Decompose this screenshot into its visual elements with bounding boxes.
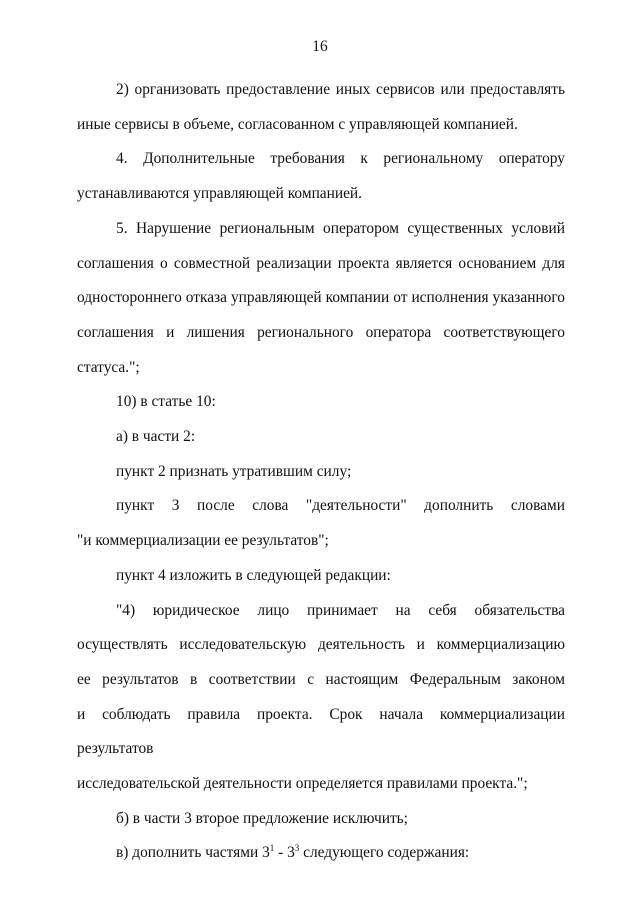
paragraph-part-3 [77,802,565,837]
text-line: и соблюдать правила проекта. Срок начала коммерциализации результатов [77,705,565,758]
paragraph-item-3 [77,489,565,558]
paragraph-additional-requirements [77,142,565,211]
text-line [77,836,565,871]
text-line: "и коммерциализации ее результатов"; [77,532,329,550]
text-line: 5. Нарушение региональным оператором существенных условий [116,219,565,237]
text-line: пункт 4 изложить в следующей редакции: [116,566,391,584]
page-number: 16 [312,38,328,55]
text-line: а) в части 2: [116,428,196,446]
paragraph-item-4-text [77,594,565,802]
text-line: ее результатов в соответствии с настоящим Федеральным законом [77,670,565,688]
text-line: устанавливаются управляющей компанией. [77,185,363,203]
paragraph-add-parts [77,836,565,871]
paragraph-item-2 [77,455,565,490]
text-line: статуса."; [77,358,140,376]
text-fragment: в) дополнить частями 3 [116,844,270,862]
paragraph-part-2 [77,420,565,455]
text-fragment: следующего содержания: [299,844,470,862]
text-line: 2) организовать предоставление иных сервисов или предоставлять [116,81,565,98]
text-fragment: - 3 [274,844,295,862]
paragraph-item-4 [77,559,565,594]
text-line: пункт 3 после слова "деятельности" дополнить словами [116,497,565,515]
text-line: "4) юридическое лицо принимает на себя обязательства [116,601,565,619]
paragraph-article-10 [77,385,565,420]
text-line: 4. Дополнительные требования к региональному оператору [116,150,565,168]
text-line: б) в части 3 второе предложение исключить; [116,809,408,827]
paragraph-services [77,73,565,142]
superscript: 1 [269,843,275,854]
text-line: осуществлять исследовательскую деятельность и коммерциализацию [77,636,565,654]
text-line: 10) в статье 10: [116,393,216,411]
text-line: иные сервисы в объеме, согласованном с управляющей компанией. [77,115,518,133]
text-line: исследовательской деятельности определяется правилами проекта."; [77,775,528,793]
text-line: соглашения о совместной реализации проекта является основанием для [77,254,565,272]
text-line: соглашения и лишения регионального оператора соответствующего [77,323,565,341]
text-line: одностороннего отказа управляющей компании от исполнения указанного [77,289,565,307]
text-line: пункт 2 признать утратившим силу; [116,462,352,480]
document-body [77,73,565,871]
paragraph-violation [77,212,565,386]
superscript: 3 [294,843,300,854]
